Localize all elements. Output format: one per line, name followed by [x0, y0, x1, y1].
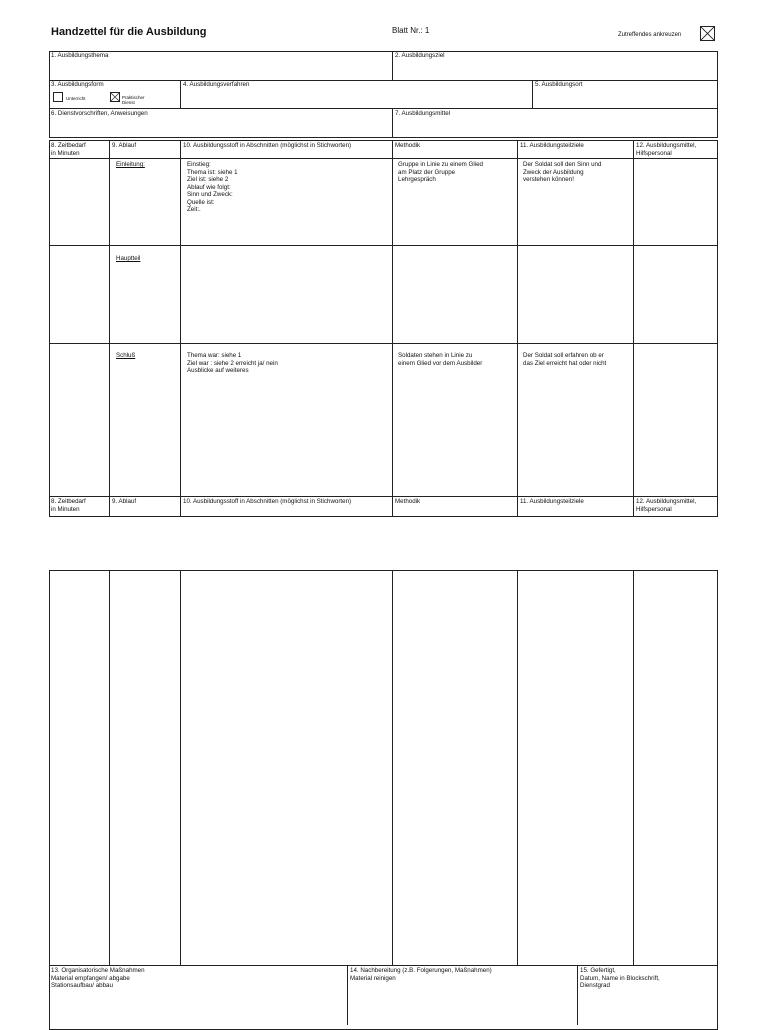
section-vorschriften-mittel [49, 108, 718, 138]
checkbox-unterricht[interactable] [53, 92, 63, 102]
divider [532, 80, 533, 109]
footer-col-teilziele: 11. Ausbildungsteilziele [520, 498, 584, 505]
footer-col-zeitbedarf: 8. Zeitbedarf in Minuten [51, 498, 86, 513]
phase-label-hauptteil: Hauptteil [116, 255, 141, 262]
field-label-ausbildungsthema: 1. Ausbildungsthema [51, 52, 109, 59]
field-label-nachbereitung: 14. Nachbereitung (z.B. Folgerungen, Maßnahmen) Material reinigen [350, 967, 492, 982]
form-title: Handzettel für die Ausbildung [51, 26, 207, 38]
col-divider [392, 140, 393, 517]
field-label-ausbildungsform: 3. Ausbildungsform [51, 81, 104, 88]
checkbox-label-praktischer-dienst: Praktischer Dienst [122, 95, 145, 105]
col-divider [180, 140, 181, 517]
row-divider [49, 496, 718, 497]
methodik-einleitung: Gruppe in Linie zu einem Glied am Platz der Gruppe Lehrgespräch [398, 161, 483, 183]
field-label-ausbildungsziel: 2. Ausbildungsziel [395, 52, 445, 59]
phase-label-schluss: Schluß [116, 352, 136, 359]
check-instruction: Zutreffendes ankreuzen [618, 32, 682, 38]
checkbox-label-unterricht: Unterricht [66, 96, 86, 101]
col-divider [392, 570, 393, 966]
col-header-teilziele: 11. Ausbildungsteilziele [520, 142, 584, 149]
field-label-ausbildungsmittel: 7. Ausbildungsmittel [395, 110, 451, 117]
sheet-number: Blatt Nr.: 1 [392, 26, 430, 35]
col-header-hilfsmittel: 12. Ausbildungsmittel, Hilfspersonal [636, 142, 697, 157]
footer-col-ablauf: 9. Ablauf [112, 498, 137, 505]
field-label-organisatorische-massnahmen: 13. Organisatorische Maßnahmen Material empfangen/ abgabe Stationsaufbau/ abbau [51, 967, 145, 989]
col-header-methodik: Methodik [395, 142, 421, 149]
row-divider [49, 158, 718, 159]
col-divider [517, 140, 518, 517]
col-header-zeitbedarf: 8. Zeitbedarf in Minuten [51, 142, 86, 157]
cross-mark-icon [111, 93, 119, 101]
crossed-box-icon [700, 26, 715, 41]
stoff-einleitung: Einstieg: Thema ist: siehe 1 Ziel ist: siehe 2 Ablauf wie folgt: Sinn und Zweck: Quelle ist: Zeit:. [187, 161, 238, 213]
row-divider [49, 343, 718, 344]
field-label-gefertigt: 15. Gefertigt, Datum, Name in Blockschrift, Dienstgrad [580, 967, 660, 989]
footer-col-hilfsmittel: 12. Ausbildungsmittel, Hilfspersonal [636, 498, 697, 513]
field-label-ausbildungsverfahren: 4. Ausbildungsverfahren [183, 81, 250, 88]
stoff-schluss: Thema war: siehe 1 Ziel war : siehe 2 erreicht ja/ nein Ausblicke auf weiteres [187, 352, 278, 374]
row-divider [49, 245, 718, 246]
col-divider [517, 570, 518, 966]
section-form-verfahren-ort [49, 80, 718, 109]
row-divider [49, 965, 718, 966]
divider [392, 51, 393, 81]
divider [392, 108, 393, 138]
continuation-table [49, 570, 718, 1030]
teilziele-schluss: Der Soldat soll erfahren ob er das Ziel erreicht hat oder nicht [523, 352, 607, 367]
col-divider [347, 965, 348, 1025]
col-divider [180, 570, 181, 966]
col-divider [109, 570, 110, 966]
phase-label-einleitung: Einleitung: [116, 161, 145, 168]
section-thema-ziel [49, 51, 718, 81]
col-header-ausbildungsstoff: 10. Ausbildungsstoff in Abschnitten (möglichst in Stichworten) [183, 142, 352, 149]
footer-col-methodik: Methodik [395, 498, 421, 505]
plan-table [49, 140, 718, 517]
teilziele-einleitung: Der Soldat soll den Sinn und Zweck der Ausbildung verstehen können! [523, 161, 602, 183]
footer-col-ausbildungsstoff: 10. Ausbildungsstoff in Abschnitten (möglichst in Stichworten) [183, 498, 352, 505]
divider [180, 80, 181, 109]
col-divider [577, 965, 578, 1025]
col-header-ablauf: 9. Ablauf [112, 142, 137, 149]
field-label-ausbildungsort: 5. Ausbildungsort [535, 81, 583, 88]
col-divider [633, 570, 634, 966]
col-divider [109, 140, 110, 517]
checkbox-praktischer-dienst[interactable] [110, 92, 120, 102]
methodik-schluss: Soldaten stehen in Linie zu einem Glied vor dem Ausbilder [398, 352, 483, 367]
field-label-dienstvorschriften: 6. Dienstvorschriften, Anweisungen [51, 110, 148, 117]
col-divider [633, 140, 634, 517]
